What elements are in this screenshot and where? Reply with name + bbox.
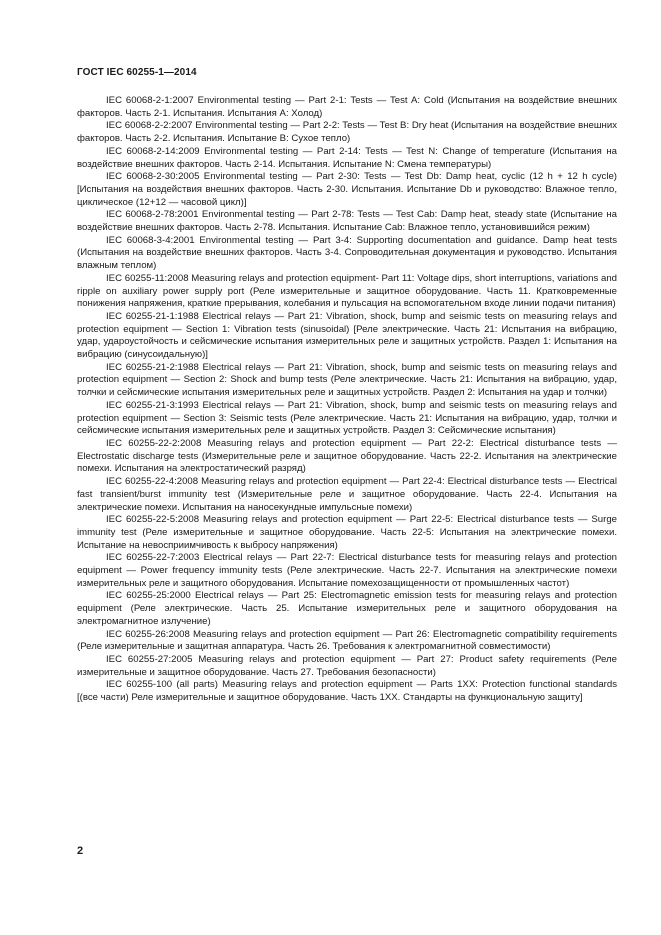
page-number: 2 — [77, 845, 84, 857]
reference-entry: IEC 60255-21-1:1988 Electrical relays — Part 21: Vibration, shock, bump and seismic tests on measuring relays and protection equipment — Section 1: Vibration tests (sinusoidal) [Реле электрические. Часть 21: Испытания на вибрацию, удар, удароустойчость и сейсмические испытания измерительных реле и защитных устройств. Раздел 1: Испытания на вибрацию (синусоидальную)] — [77, 310, 617, 361]
reference-entry: IEC 60255-25:2000 Electrical relays — Part 25: Electromagnetic emission tests for measuring relays and protection equipment (Реле электрические. Часть 25. Испытание измерительных реле и защитного оборудования на электромагнитное излучение) — [77, 590, 617, 627]
reference-entry: IEC 60068-2-1:2007 Environmental testing — Part 2-1: Tests — Test A: Cold (Испытания на воздействие внешних факторов. Часть 2-1. Испытания. Испытания А: Холод) — [77, 95, 617, 119]
reference-entry: IEC 60255-11:2008 Measuring relays and protection equipment- Part 11: Voltage dips, short interruptions, variations and ripple on auxiliary power supply port (Реле измерительные и защитное оборудование. Часть 11. Кратковременные понижения напряжения, краткие прерывания, колебания и пульсация на вспомогательном входе линии подачи питания) — [77, 272, 617, 310]
normative-references-list — [77, 95, 617, 705]
reference-entry: IEC 60255-22-5:2008 Measuring relays and protection equipment — Part 22-5: Electrical disturbance tests — Surge immunity test (Реле измерительные и защитное оборудование. Часть 22-5: Испытания на электрические помехи. Испытание на невосприимчивость к выбросу напряжения) — [77, 514, 617, 551]
reference-entry: IEC 60255-21-2:1988 Electrical relays — Part 21: Vibration, shock, bump and seismic tests on measuring relays and protection equipment — Section 2: Shock and bump tests (Реле электрические. Часть 21: Испытания на вибрацию, удар, толчки и сейсмические испытания измерительных реле и защитных устройств. Раздел 2: Испытания на удар и толчки) — [77, 361, 617, 399]
reference-entry: IEC 60068-2-30:2005 Environmental testing — Part 2-30: Tests — Test Db: Damp heat, cyclic (12 h + 12 h cycle) [Испытания на воздействия внешних факторов. Часть 2-30. Испытания. Испытание Db и руководство: Влажное тепло, циклическое (12+12 — часовой цикл)] — [77, 171, 617, 208]
reference-entry: IEC 60068-2-14:2009 Environmental testing — Part 2-14: Tests — Test N: Change of temperature (Испытания на воздействие внешних факторов. Часть 2-14. Испытания. Испытание N: Смена температуры) — [77, 145, 617, 170]
reference-entry: IEC 60255-26:2008 Measuring relays and protection equipment — Part 26: Electromagnetic compatibility requirements (Реле измерительные и защитная аппаратура. Часть 26. Требования к электромагнитной совместимости) — [77, 628, 617, 653]
reference-entry: IEC 60255-27:2005 Measuring relays and protection equipment — Part 27: Product safety requirements (Реле измерительные и защитное оборудование. Часть 27. Требования безопасности) — [77, 653, 617, 678]
reference-entry: IEC 60255-100 (all parts) Measuring relays and protection equipment — Parts 1XX: Protection functional standards [(все части) Реле измерительные и защитное оборудование. Часть 1ХХ. Стандарты на функциональную защиту] — [77, 679, 617, 704]
reference-entry: IEC 60255-22-2:2008 Measuring relays and protection equipment — Part 22-2: Electrical disturbance tests — Electrostatic discharge tests (Измерительные реле и защитное оборудование. Часть 22-2. Испытания на электрические помехи. Испытания на электростатический разряд) — [77, 437, 617, 475]
reference-entry: IEC 60255-22-7:2003 Electrical relays — Part 22-7: Electrical disturbance tests for measuring relays and protection equipment — Power frequency immunity tests (Реле электрические. Часть 22-7. Испытания на электрические помехи измерительных реле и защитного оборудования. Испытание помехозащищенности от промышленных частот) — [77, 552, 617, 589]
reference-entry: IEC 60068-3-4:2001 Environmental testing — Part 3-4: Supporting documentation and guidance. Damp heat tests (Испытания на воздействие внешних факторов. Часть 3-4. Сопроводительная документация и руководство. Испытания влажным теплом) — [77, 234, 617, 272]
reference-entry: IEC 60068-2-78:2001 Environmental testing — Part 2-78: Tests — Test Cab: Damp heat, steady state (Испытание на воздействие внешних факторов. Часть 2-78. Испытания. Испытание Cab: Влажное тепло, установившийся режим) — [77, 209, 617, 234]
reference-entry: IEC 60255-22-4:2008 Measuring relays and protection equipment — Part 22-4: Electrical disturbance tests — Electrical fast transient/burst immunity test (Измерительные реле и защитное оборудование. Часть 22-4. Испытания на электрические помехи. Испытания на наносекундные импульсные помехи) — [77, 476, 617, 513]
reference-entry: IEC 60255-21-3:1993 Electrical relays — Part 21: Vibration, shock, bump and seismic tests on measuring relays and protection equipment — Section 3: Seismic tests (Реле электрические. Часть 21: Испытания на вибрацию, удар, толчки и сейсмические испытания измерительных реле и защитных устройств. Раздел 3: Сейсмические испытания) — [77, 399, 617, 437]
reference-entry: IEC 60068-2-2:2007 Environmental testing — Part 2-2: Tests — Test B: Dry heat (Испытания на воздействие внешних факторов. Часть 2-2. Испытания. Испытание В: Сухое тепло) — [77, 120, 617, 145]
document-code-header: ГОСТ IEC 60255-1—2014 — [77, 67, 197, 78]
